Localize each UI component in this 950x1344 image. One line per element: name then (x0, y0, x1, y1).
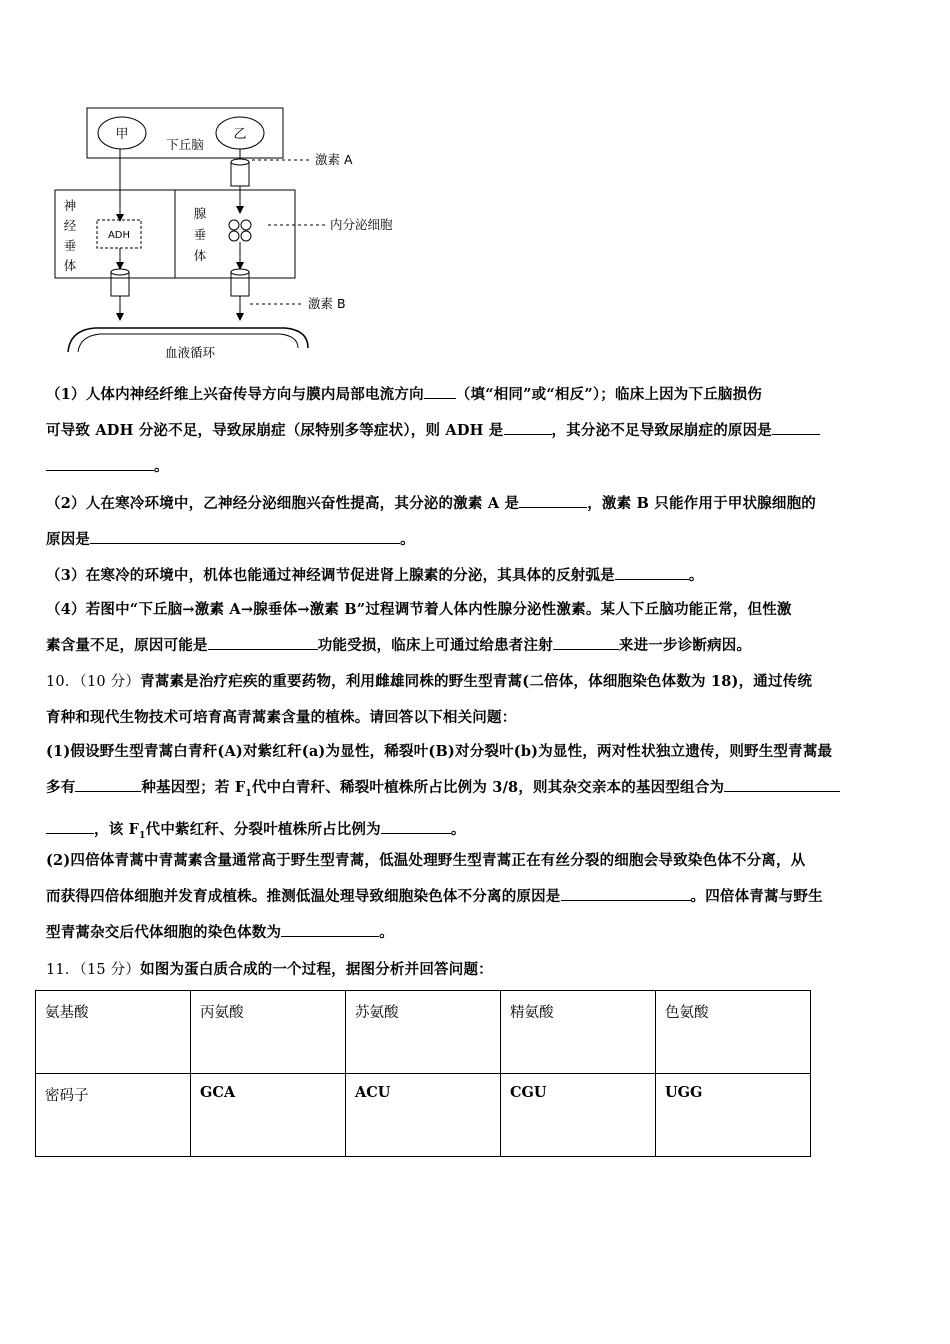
table-cell: 密码子 (36, 1074, 191, 1157)
text: 。 (154, 458, 169, 475)
answer-blank[interactable] (90, 529, 400, 544)
text: 如图为蛋白质合成的一个过程，据图分析并回答问题： (140, 961, 493, 978)
answer-blank[interactable] (772, 420, 820, 435)
question-number: 10．（10 分） (46, 674, 141, 690)
answer-blank[interactable] (281, 922, 379, 937)
hormone-regulation-diagram (40, 100, 460, 370)
text: 原因是 (46, 531, 91, 548)
table-cell: 丙氨酸 (191, 991, 346, 1074)
table-cell: CGU (501, 1074, 656, 1157)
q9-part2 (46, 486, 906, 558)
q11-intro (46, 952, 906, 988)
answer-blank[interactable] (504, 420, 552, 435)
text: 。四倍体青蒿与野生 (690, 888, 823, 905)
adenohypophysis-char: 腺 (193, 206, 207, 221)
adenohypophysis-char: 体 (193, 248, 207, 263)
text: 代中白青秆、稀裂叶植株所占比例为 3/8，则其杂交亲本的基因型组合为 (251, 779, 725, 796)
answer-blank[interactable] (724, 777, 840, 792)
q10-intro (46, 664, 906, 736)
text: （3）在寒冷的环境中，机体也能通过神经调节促进肾上腺素的分泌，其具体的反射弧是 (46, 567, 615, 584)
hormone-b-vesicle (231, 272, 249, 296)
answer-blank[interactable] (46, 819, 94, 834)
hormone-a-vesicle (231, 162, 249, 186)
blood-label: 血液循环 (164, 345, 216, 360)
table-row (36, 991, 811, 1074)
answer-blank[interactable] (46, 456, 154, 471)
text: ，其分泌不足导致尿崩症的原因是 (551, 422, 772, 439)
text: (1)假设野生型青蒿白青秆(A)对紫红秆(a)为显性，稀裂叶(B)对分裂叶(b)为显性，两对性状独立遗传，则野生型青蒿最 (46, 743, 833, 760)
table-cell: GCA (191, 1074, 346, 1157)
text: 功能受损，临床上可通过给患者注射 (317, 637, 553, 654)
text: ，激素 B 只能作用于甲状腺细胞的 (587, 495, 816, 512)
answer-blank[interactable] (519, 493, 587, 508)
answer-blank[interactable] (561, 886, 691, 901)
subscript: 1 (139, 830, 146, 841)
text: 。 (400, 531, 415, 548)
text: 代中紫红秆、分裂叶植株所占比例为 (145, 820, 381, 838)
subscript: 1 (245, 788, 252, 799)
q9-part1 (46, 377, 906, 485)
text: 。 (379, 924, 394, 941)
answer-blank[interactable] (381, 819, 451, 834)
text: 种基因型；若 F (141, 779, 246, 796)
answer-blank[interactable] (75, 777, 141, 792)
text: 型青蒿杂交后代体细胞的染色体数为 (46, 924, 282, 941)
jia-label: 甲 (115, 127, 129, 142)
adenohypophysis-char: 垂 (193, 227, 207, 242)
endocrine-cell-label: 内分泌细胞 (330, 217, 393, 232)
table-cell: 苏氨酸 (346, 991, 501, 1074)
text: 青蒿素是治疗疟疾的重要药物，利用雌雄同株的野生型青蒿(二倍体，体细胞染色体数为 18)，通过传统 (140, 673, 813, 690)
table-row (36, 1074, 811, 1157)
q10-part2 (46, 843, 906, 951)
text: 。 (450, 820, 466, 838)
neurohypophysis-char: 经 (63, 218, 77, 233)
neurohypophysis-char: 体 (63, 258, 77, 273)
answer-blank[interactable] (424, 384, 456, 399)
adh-label: ADH (107, 230, 131, 241)
endocrine-cells (229, 220, 251, 241)
text: 育种和现代生物技术可培育高青蒿素含量的植株。请回答以下相关问题： (46, 709, 517, 726)
text: 可导致 ADH 分泌不足，导致尿崩症（尿特别多等症状），则 ADH 是 (46, 422, 504, 439)
hypothalamus-label: 下丘脑 (166, 137, 204, 152)
table-cell: 氨基酸 (36, 991, 191, 1074)
hormone-a-label: 激素 A (315, 152, 353, 167)
answer-blank[interactable] (615, 565, 689, 580)
codon-table (35, 990, 811, 1157)
text: 多有 (46, 779, 76, 796)
q10-part1 (46, 734, 906, 854)
adh-vesicle (111, 272, 129, 296)
yi-label: 乙 (233, 127, 247, 142)
neurohypophysis-char: 垂 (63, 238, 77, 253)
table-cell: 精氨酸 (501, 991, 656, 1074)
answer-blank[interactable] (208, 635, 318, 650)
text: 素含量不足，原因可能是 (46, 637, 208, 654)
hormone-b-label: 激素 B (308, 296, 346, 311)
text: ，该 F (94, 820, 140, 838)
text: （4）若图中“下丘脑→激素 A→腺垂体→激素 B”过程调节着人体内性腺分泌性激素。某人下丘脑功能正常，但性激 (46, 601, 792, 618)
text: （1）人体内神经纤维上兴奋传导方向与膜内局部电流方向 (46, 386, 424, 403)
text: 。 (688, 567, 704, 584)
table-cell: 色氨酸 (656, 991, 811, 1074)
text: （填“相同”或“相反”）；临床上因为下丘脑损伤 (455, 386, 763, 403)
question-number: 11．（15 分） (46, 962, 141, 978)
text: (2)四倍体青蒿中青蒿素含量通常高于野生型青蒿，低温处理野生型青蒿正在有丝分裂的细胞会导致染色体不分离，从 (46, 852, 806, 869)
neurohypophysis-char: 神 (63, 198, 77, 213)
table-cell: ACU (346, 1074, 501, 1157)
table-cell: UGG (656, 1074, 811, 1157)
text: 来进一步诊断病因。 (618, 637, 752, 654)
answer-blank[interactable] (553, 635, 619, 650)
text: （2）人在寒冷环境中，乙神经分泌细胞兴奋性提高，其分泌的激素 A 是 (46, 495, 520, 512)
q9-part3 (46, 558, 906, 594)
q9-part4 (46, 592, 906, 664)
text: 而获得四倍体细胞并发育成植株。推测低温处理导致细胞染色体不分离的原因是 (46, 888, 561, 905)
